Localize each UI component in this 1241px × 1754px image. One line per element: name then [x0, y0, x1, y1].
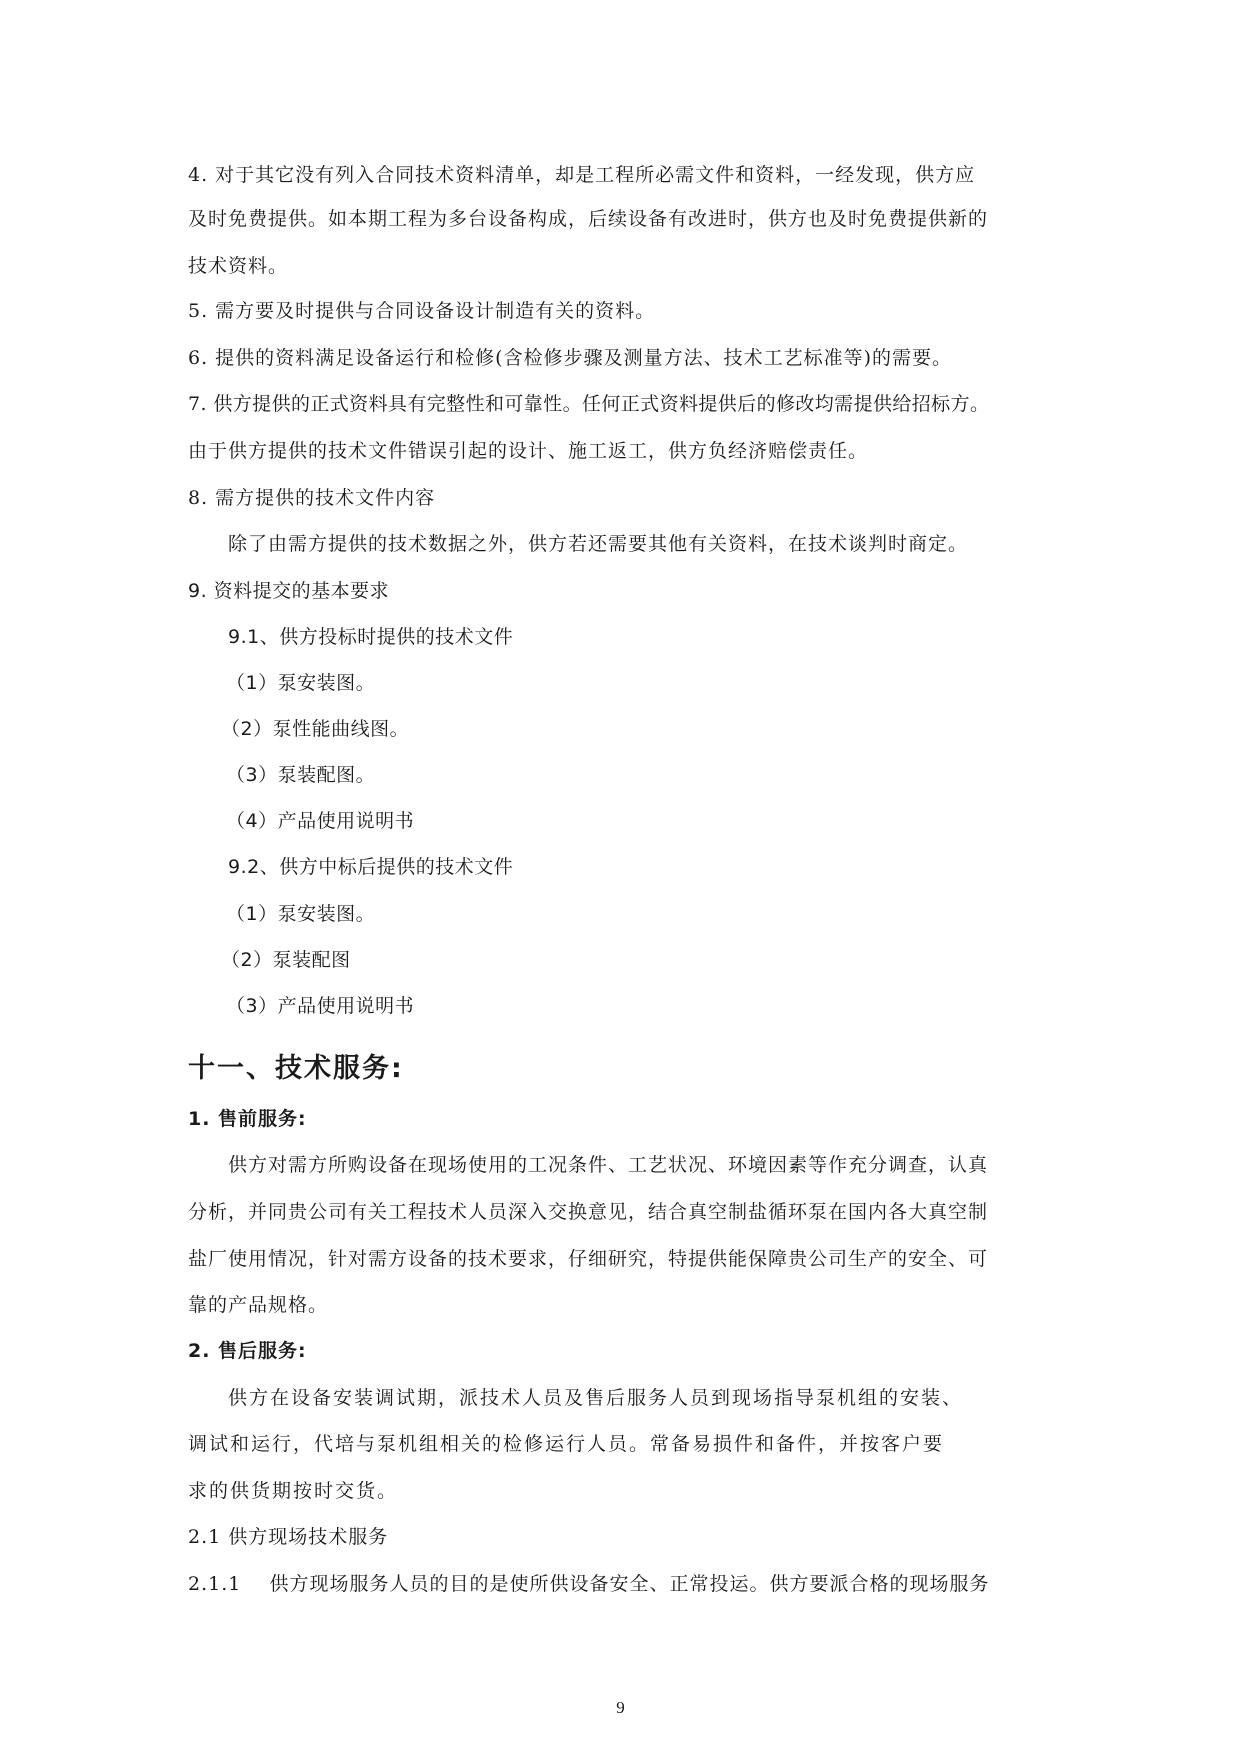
paragraph-line: 技术资料。: [188, 255, 289, 277]
paragraph-line: 除了由需方提供的技术数据之外，供方若还需要其他有关资料，在技术谈判时商定。: [228, 533, 969, 555]
subsection-heading: 1. 售前服务:: [188, 1108, 307, 1130]
paragraph-line: 由于供方提供的技术文件错误引起的设计、施工返工，供方负经济赔偿责任。: [188, 440, 869, 462]
paragraph-line: 供方在设备安装调试期，派技术人员及售后服务人员到现场指导泵机组的安装、: [228, 1387, 964, 1409]
subsection-heading: 2. 售后服务:: [188, 1340, 307, 1362]
paragraph-line: 4. 对于其它没有列入合同技术资料清单，却是工程所必需文件和资料，一经发现，供方应: [188, 164, 976, 186]
paragraph-line: 及时免费提供。如本期工程为多台设备构成，后续设备有改进时，供方也及时免费提供新的: [188, 208, 989, 230]
paragraph-line: 7. 供方提供的正式资料具有完整性和可靠性。任何正式资料提供后的修改均需提供给招标方。: [188, 393, 990, 415]
list-item: （1）泵安装图。: [226, 903, 376, 925]
list-heading: 9. 资料提交的基本要求: [188, 580, 390, 602]
list-subheading: 9.1、供方投标时提供的技术文件: [228, 626, 514, 648]
paragraph-line: 盐厂使用情况，针对需方设备的技术要求，仔细研究，特提供能保障贵公司生产的安全、可: [188, 1248, 989, 1270]
list-item: （3）产品使用说明书: [226, 995, 415, 1017]
paragraph-line: 分析，并同贵公司有关工程技术人员深入交换意见，结合真空制盐循环泵在国内各大真空制: [188, 1201, 989, 1223]
list-subheading: 9.2、供方中标后提供的技术文件: [228, 856, 514, 878]
paragraph-line: 供方对需方所购设备在现场使用的工况条件、工艺状况、环境因素等作充分调查，认真: [228, 1154, 989, 1176]
paragraph-line: 6. 提供的资料满足设备运行和检修(含检修步骤及测量方法、技术工艺标准等)的需要。: [188, 347, 952, 369]
paragraph-line: 8. 需方提供的技术文件内容: [188, 487, 436, 509]
paragraph-line: 求的供货期按时交货。: [188, 1480, 399, 1502]
list-item: （4）产品使用说明书: [226, 810, 415, 832]
list-item: （2）泵装配图: [221, 949, 351, 971]
paragraph-line: 靠的产品规格。: [188, 1294, 329, 1316]
paragraph-line: 5. 需方要及时提供与合同设备设计制造有关的资料。: [188, 300, 656, 322]
list-item: （1）泵安装图。: [226, 672, 376, 694]
list-item: （2）泵性能曲线图。: [221, 718, 410, 740]
paragraph-line: 2.1.1 供方现场服务人员的目的是使所供设备安全、正常投运。供方要派合格的现场服务: [188, 1573, 990, 1595]
paragraph-line: 2.1 供方现场技术服务: [188, 1526, 389, 1548]
paragraph-line: 调试和运行，代培与泵机组相关的检修运行人员。常备易损件和备件，并按客户要: [188, 1433, 945, 1455]
list-item: （3）泵装配图。: [226, 764, 376, 786]
section-heading: 十一、技术服务:: [188, 1053, 404, 1084]
page-number: 9: [616, 1698, 625, 1717]
